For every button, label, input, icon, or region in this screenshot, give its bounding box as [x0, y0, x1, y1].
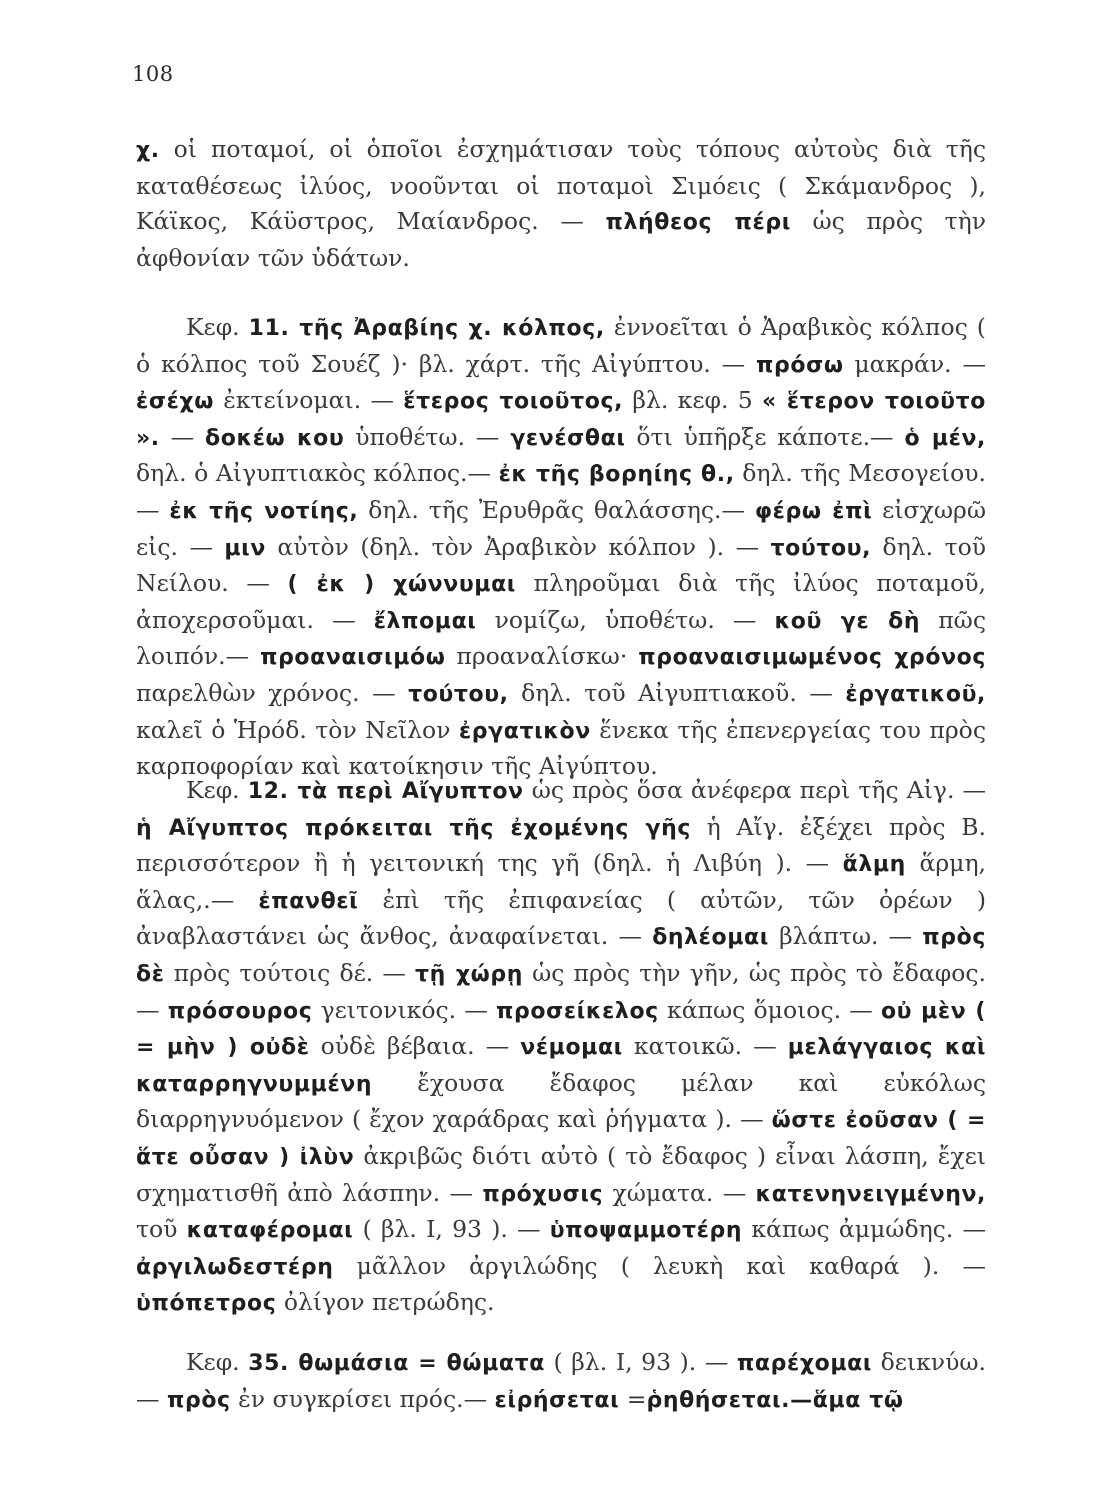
paragraph-text — [136, 1345, 986, 1418]
lemma-headword: ἀργιλωδεστέρη — [136, 1254, 334, 1280]
gloss-text: δηλ. τοῦ Αἰγυπτιακοῦ. — — [508, 678, 846, 707]
lemma-headword: 35. θωμάσια = θώματα — [248, 1351, 545, 1376]
lemma-headword: 12. τὰ περὶ Αἴγυπτον — [247, 779, 524, 804]
gloss-text: ἐκτείνομαι. — — [213, 386, 404, 415]
gloss-text: πληροῦμαι διὰ τῆς ἰλύος ποταμοῦ, ἀποχερσοῦμαι. — — [136, 569, 986, 634]
gloss-text: νομίζω, ὑποθέτω. — — [476, 605, 775, 634]
paragraph-kef-12 — [136, 773, 986, 1322]
page-number: 108 — [132, 62, 174, 86]
paragraph-chi — [136, 132, 986, 276]
gloss-text: κάπως ἀμμώδης. — — [742, 1215, 987, 1244]
lemma-headword: ἐργατικοῦ, — [845, 681, 986, 707]
lemma-headword: ὑποψαμμοτέρη — [549, 1218, 743, 1244]
lemma-headword: οὐ μὲν ( = μὴν ) οὐδὲ — [136, 998, 986, 1061]
gloss-text: δηλ. τοῦ Νείλου. — — [136, 532, 987, 598]
gloss-text: πρὸς τούτοις δέ. — — [164, 958, 416, 987]
lemma-headword: ἐσέχω — [136, 389, 214, 415]
gloss-text: εἰσχωρῶ εἰς. — — [136, 495, 986, 561]
lemma-headword: πρόχυσις — [482, 1181, 604, 1207]
gloss-text: δηλ. τῆς Μεσογείου. — — [136, 459, 987, 524]
gloss-text: ὡς πρὸς ὅσα ἀνέφερα περὶ τῆς Αἰγ. — — [523, 776, 986, 804]
gloss-text: ἐπὶ τῆς ἐπιφανείας ( αὐτῶν, τῶν ὀρέων ) ἀναβλαστάνει ὡς ἄνθος, ἀναφαίνεται. — — [136, 885, 986, 951]
paragraph-text — [136, 773, 986, 1322]
gloss-text: ( βλ. I, 93 ). — — [353, 1215, 550, 1244]
gloss-text: ἐν συγκρίσει πρός.— — [230, 1384, 495, 1413]
gloss-text: ὀλίγον πετρώδης. — [276, 1288, 495, 1317]
lemma-headword: πρὸς — [166, 1387, 231, 1413]
gloss-text: τοῦ — [136, 1215, 187, 1244]
lemma-headword: ἡ Αἴγυπτος πρόκειται τῆς ἐχομένης γῆς — [136, 815, 691, 841]
lemma-headword: ἐργατικὸν — [458, 718, 591, 744]
lemma-headword: ὁ μέν, — [904, 425, 986, 451]
gloss-text: ἡ Αἴγ. ἐξέχει πρὸς Β. περισσότερον ἢ ἡ γειτονική της γῆ (δηλ. ἡ Λιβύη ). — — [136, 812, 986, 878]
lemma-headword: παρέχομαι — [736, 1351, 872, 1376]
paragraph-kef-35 — [136, 1345, 986, 1418]
paragraph-text — [136, 310, 986, 785]
lemma-headword: ἐκ τῆς νοτίης, — [169, 498, 359, 524]
lemma-headword: μελάγγαιος καὶ καταρρηγνυμμένη — [136, 1035, 986, 1097]
gloss-text: Κεφ. — [186, 313, 249, 341]
lemma-headword: νέμομαι — [520, 1035, 623, 1061]
gloss-text: κατοικῶ. — — [622, 1032, 788, 1061]
gloss-text: οὐδὲ βέβαια. — — [309, 1032, 521, 1061]
lemma-headword: κοῦ γε δὴ — [774, 608, 921, 634]
lemma-headword: τούτου, — [408, 681, 509, 707]
gloss-text: χώματα. — — [603, 1178, 756, 1207]
lemma-headword: προαναισιμωμένος χρόνος — [638, 645, 987, 671]
lemma-headword: γενέσθαι — [510, 425, 626, 451]
lemma-headword: ὑπόπετρος — [136, 1291, 277, 1317]
gloss-text: ἐννοεῖται ὁ Ἀραβικὸς κόλπος ( ὁ κόλπος τοῦ Σουέζ )· βλ. χάρτ. τῆς Αἰγύπτου. — — [136, 313, 986, 378]
paragraph-kef-11 — [136, 310, 986, 785]
gloss-text: — — [159, 422, 206, 451]
lemma-headword: ἕτερος τοιοῦτος, — [403, 389, 624, 415]
lemma-headword: κατενηνειγμένην, — [755, 1181, 987, 1207]
gloss-text: ἀκριβῶς διότι αὐτὸ ( τὸ ἔδαφος ) εἶναι λάσπη, ἔχει σχηματισθῆ ἀπὸ λάσπην. — — [136, 1141, 986, 1207]
lemma-headword: 11. τῆς Ἀραβίης χ. κόλπος, — [248, 316, 605, 341]
gloss-text: αὐτὸν (δηλ. τὸν Ἀραβικὸν κόλπον ). — — [265, 532, 771, 561]
gloss-text: βλ. κεφ. 5 — [623, 386, 762, 415]
gloss-text: πῶς λοιπόν.— — [136, 605, 986, 671]
lemma-headword: προαναισιμόω — [260, 645, 446, 671]
gloss-text: παρελθὼν χρόνος. — — [136, 678, 409, 707]
gloss-text: καλεῖ ὁ Ἡρόδ. τὸν Νεῖλον — [136, 715, 459, 744]
lemma-headword: ἐκ τῆς βορηίης θ., — [498, 462, 735, 488]
lemma-headword: ἐπανθεῖ — [258, 888, 359, 914]
lemma-headword: ῥηθήσεται.—ἅμα τῷ — [646, 1387, 904, 1413]
gloss-text: ἅρμη, ἅλας,.— — [136, 849, 986, 914]
gloss-text: ἕνεκα τῆς ἐπενεργείας του πρὸς καρποφορίαν καὶ κατοίκησιν τῆς Αἰγύπτου. — [136, 715, 986, 781]
gloss-text: Κεφ. — [186, 776, 248, 804]
lemma-headword: πρόσουρος — [167, 998, 313, 1024]
lemma-headword: καταφέρομαι — [186, 1218, 354, 1244]
gloss-text: δηλ. τῆς Ἐρυθρᾶς θαλάσσης.— — [358, 495, 755, 524]
gloss-text: βλάπτω. — — [768, 922, 923, 951]
gloss-text: δεικνύω. — — [136, 1348, 987, 1413]
gloss-text: κάπως ὅμοιος. — — [658, 995, 881, 1024]
lemma-headword: τῇ χώρῃ — [415, 961, 523, 987]
lemma-headword: δηλέομαι — [652, 925, 769, 951]
gloss-text: δηλ. ὁ Αἰγυπτιακὸς κόλπος.— — [136, 459, 499, 488]
gloss-text: = — [619, 1384, 647, 1413]
gloss-text: ὡς πρὸς τὴν γῆν, ὡς πρὸς τὸ ἔδαφος. — — [136, 958, 986, 1024]
lemma-headword: « ἕτερον τοιοῦτο ». — [136, 389, 986, 451]
lemma-headword: πρόσω — [756, 352, 844, 378]
lemma-headword: δοκέω κου — [205, 425, 345, 451]
lemma-headword: τούτου, — [770, 535, 872, 561]
gloss-text: ὅτι ὑπῆρξε κάποτε.— — [625, 422, 905, 451]
gloss-text: ὑποθέτω. — — [344, 422, 511, 451]
gloss-text: μᾶλλον ἀργιλώδης ( λευκὴ καὶ καθαρά ). — — [333, 1251, 986, 1280]
gloss-text: γειτονικός. — — [312, 995, 497, 1024]
lemma-headword: προσείκελος — [496, 998, 659, 1024]
lemma-headword: εἰρήσεται — [494, 1387, 620, 1413]
lemma-headword: ( ἐκ ) χώννυμαι — [287, 572, 516, 598]
gloss-text: προαναλίσκω· — [445, 642, 639, 671]
lemma-headword: φέρω ἐπὶ — [754, 498, 873, 524]
gloss-text: ἔχουσα ἔδαφος μέλαν καὶ εὐκόλως διαρρηγνυόμενον ( ἔχον χαράδρας καὶ ῥήγματα ). — — [136, 1068, 986, 1134]
gloss-text: μακράν. — — [843, 349, 986, 378]
gloss-text: οἱ ποταμοί, οἱ ὁποῖοι ἐσχημάτισαν τοὺς τόπους αὐτοὺς διὰ τῆς καταθέσεως ἰλύος, νοοῦνται οἱ ποταμοὶ Σιμόεις ( Σκάμανδρος ), Κάϊκος, Κάϋστρος, Μαίανδρος. — — [136, 135, 986, 236]
lemma-headword: πρὸς δὲ — [136, 925, 987, 987]
lemma-headword: χ. — [136, 138, 160, 163]
gloss-text: Κεφ. — [186, 1348, 249, 1376]
lemma-headword: ὥστε ἐοῦσαν ( = ἅτε οὖσαν ) ἰλὺν — [136, 1108, 986, 1170]
lemma-headword: ἅλμη — [842, 852, 906, 878]
lemma-headword: ἔλπομαι — [373, 608, 477, 634]
lemma-headword: πλήθεος πέρι — [605, 210, 791, 236]
gloss-text: ὡς πρὸς τὴν ἀφθονίαν τῶν ὑδάτων. — [136, 207, 986, 272]
paragraph-text — [136, 132, 986, 276]
gloss-text: ( βλ. I, 93 ). — — [544, 1348, 737, 1376]
lemma-headword: μιν — [224, 535, 266, 561]
